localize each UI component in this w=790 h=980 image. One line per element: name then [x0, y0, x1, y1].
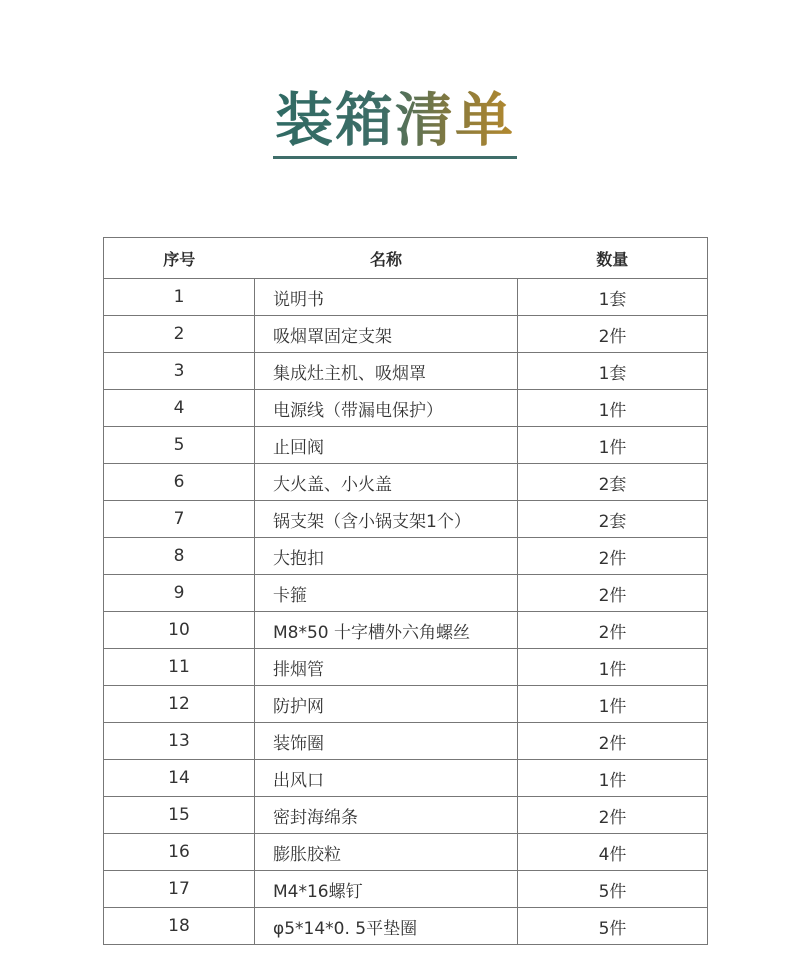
- table-row: [104, 612, 708, 649]
- table-row: [104, 908, 708, 945]
- quantity-cell: 2件: [518, 797, 708, 834]
- header-no: 序号: [104, 238, 255, 279]
- row-number-cell: 9: [104, 575, 255, 612]
- table-row: [104, 279, 708, 316]
- row-number-cell: 8: [104, 538, 255, 575]
- quantity-cell: 2件: [518, 723, 708, 760]
- quantity-cell: 5件: [518, 871, 708, 908]
- item-name-cell: 密封海绵条: [255, 797, 518, 834]
- table-row: [104, 390, 708, 427]
- row-number-cell: 2: [104, 316, 255, 353]
- item-name-cell: 防护网: [255, 686, 518, 723]
- table-header-row: [104, 238, 708, 279]
- table-row: [104, 686, 708, 723]
- packing-list-table: [103, 237, 708, 945]
- row-number-cell: 14: [104, 760, 255, 797]
- row-number-cell: 4: [104, 390, 255, 427]
- row-number-cell: 11: [104, 649, 255, 686]
- row-number-cell: 13: [104, 723, 255, 760]
- table-row: [104, 760, 708, 797]
- row-number-cell: 5: [104, 427, 255, 464]
- page-title: 装箱清单: [273, 88, 517, 159]
- quantity-cell: 5件: [518, 908, 708, 945]
- table-row: [104, 427, 708, 464]
- row-number-cell: 12: [104, 686, 255, 723]
- quantity-cell: 1件: [518, 760, 708, 797]
- table-row: [104, 575, 708, 612]
- item-name-cell: 排烟管: [255, 649, 518, 686]
- quantity-cell: 2件: [518, 316, 708, 353]
- quantity-cell: 2套: [518, 501, 708, 538]
- table-row: [104, 316, 708, 353]
- table-row: [104, 797, 708, 834]
- quantity-cell: 2套: [518, 464, 708, 501]
- title-container: [0, 88, 790, 159]
- item-name-cell: 锅支架（含小锅支架1个）: [255, 501, 518, 538]
- item-name-cell: 出风口: [255, 760, 518, 797]
- table-row: [104, 723, 708, 760]
- item-name-cell: 大火盖、小火盖: [255, 464, 518, 501]
- quantity-cell: 1件: [518, 649, 708, 686]
- row-number-cell: 10: [104, 612, 255, 649]
- quantity-cell: 2件: [518, 538, 708, 575]
- quantity-cell: 1套: [518, 279, 708, 316]
- item-name-cell: M8*50 十字槽外六角螺丝: [255, 612, 518, 649]
- row-number-cell: 7: [104, 501, 255, 538]
- table-row: [104, 538, 708, 575]
- item-name-cell: 电源线（带漏电保护）: [255, 390, 518, 427]
- header-qty: 数量: [518, 238, 708, 279]
- item-name-cell: 卡箍: [255, 575, 518, 612]
- row-number-cell: 18: [104, 908, 255, 945]
- table-row: [104, 649, 708, 686]
- quantity-cell: 1件: [518, 427, 708, 464]
- quantity-cell: 1件: [518, 390, 708, 427]
- item-name-cell: 膨胀胶粒: [255, 834, 518, 871]
- table-row: [104, 501, 708, 538]
- item-name-cell: 集成灶主机、吸烟罩: [255, 353, 518, 390]
- item-name-cell: 吸烟罩固定支架: [255, 316, 518, 353]
- item-name-cell: 止回阀: [255, 427, 518, 464]
- quantity-cell: 1套: [518, 353, 708, 390]
- row-number-cell: 1: [104, 279, 255, 316]
- item-name-cell: 大抱扣: [255, 538, 518, 575]
- row-number-cell: 16: [104, 834, 255, 871]
- quantity-cell: 1件: [518, 686, 708, 723]
- header-name: 名称: [255, 238, 518, 279]
- row-number-cell: 6: [104, 464, 255, 501]
- item-name-cell: 装饰圈: [255, 723, 518, 760]
- table-body: [104, 279, 708, 945]
- table-row: [104, 353, 708, 390]
- item-name-cell: 说明书: [255, 279, 518, 316]
- table-row: [104, 871, 708, 908]
- row-number-cell: 3: [104, 353, 255, 390]
- quantity-cell: 2件: [518, 612, 708, 649]
- row-number-cell: 15: [104, 797, 255, 834]
- quantity-cell: 2件: [518, 575, 708, 612]
- item-name-cell: φ5*14*0. 5平垫圈: [255, 908, 518, 945]
- quantity-cell: 4件: [518, 834, 708, 871]
- table-row: [104, 464, 708, 501]
- item-name-cell: M4*16螺钉: [255, 871, 518, 908]
- row-number-cell: 17: [104, 871, 255, 908]
- table-row: [104, 834, 708, 871]
- packing-list-table-container: [103, 237, 707, 939]
